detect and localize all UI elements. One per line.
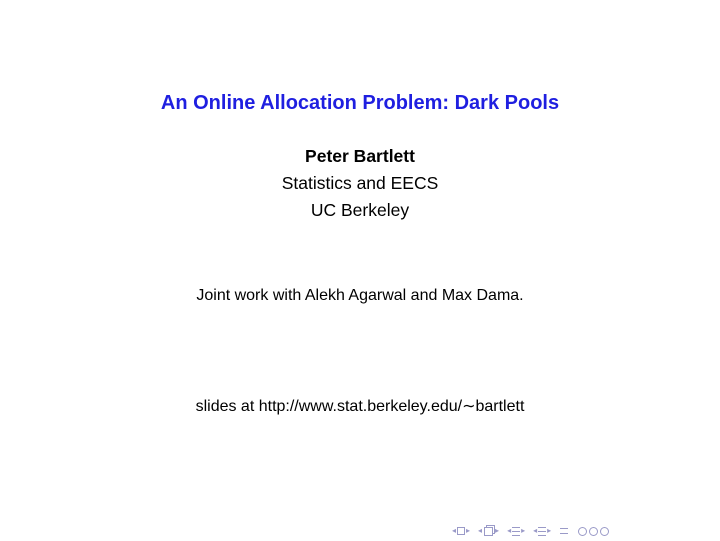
next-frame-icon[interactable]: ▸ bbox=[466, 526, 471, 535]
frame-nav-group bbox=[452, 527, 470, 535]
affiliation-department: Statistics and EECS bbox=[281, 173, 439, 193]
previous-slide-icon[interactable]: ◂ bbox=[533, 526, 538, 535]
slide-icon[interactable] bbox=[538, 527, 546, 536]
slide-title: An Online Allocation Problem: Dark Pools bbox=[160, 92, 560, 114]
beamer-navigation-bar bbox=[452, 525, 618, 537]
frame-icon[interactable] bbox=[457, 527, 465, 535]
search-group bbox=[577, 527, 610, 536]
subsection-nav-group bbox=[478, 527, 499, 536]
previous-subsection-icon[interactable]: ◂ bbox=[478, 526, 483, 535]
align-icon[interactable] bbox=[560, 528, 568, 534]
section-nav-group bbox=[507, 527, 525, 536]
section-icon[interactable] bbox=[512, 527, 520, 536]
next-slide-icon[interactable]: ▸ bbox=[547, 526, 552, 535]
slides-url-note: slides at http://www.stat.berkeley.edu/∼bartlett bbox=[195, 398, 525, 415]
slide-nav-group bbox=[533, 527, 551, 536]
search-back-icon[interactable] bbox=[589, 527, 598, 536]
align-group bbox=[559, 528, 569, 534]
author-name: Peter Bartlett bbox=[305, 146, 415, 166]
subsection-icon[interactable] bbox=[484, 527, 493, 536]
next-section-icon[interactable]: ▸ bbox=[521, 526, 526, 535]
search-icon[interactable] bbox=[578, 527, 587, 536]
previous-section-icon[interactable]: ◂ bbox=[507, 526, 512, 535]
search-forward-icon[interactable] bbox=[600, 527, 609, 536]
next-subsection-icon[interactable]: ▸ bbox=[495, 526, 500, 535]
joint-work-note: Joint work with Alekh Agarwal and Max Dama. bbox=[196, 287, 524, 304]
affiliation-university: UC Berkeley bbox=[310, 200, 410, 220]
previous-frame-icon[interactable]: ◂ bbox=[452, 526, 457, 535]
